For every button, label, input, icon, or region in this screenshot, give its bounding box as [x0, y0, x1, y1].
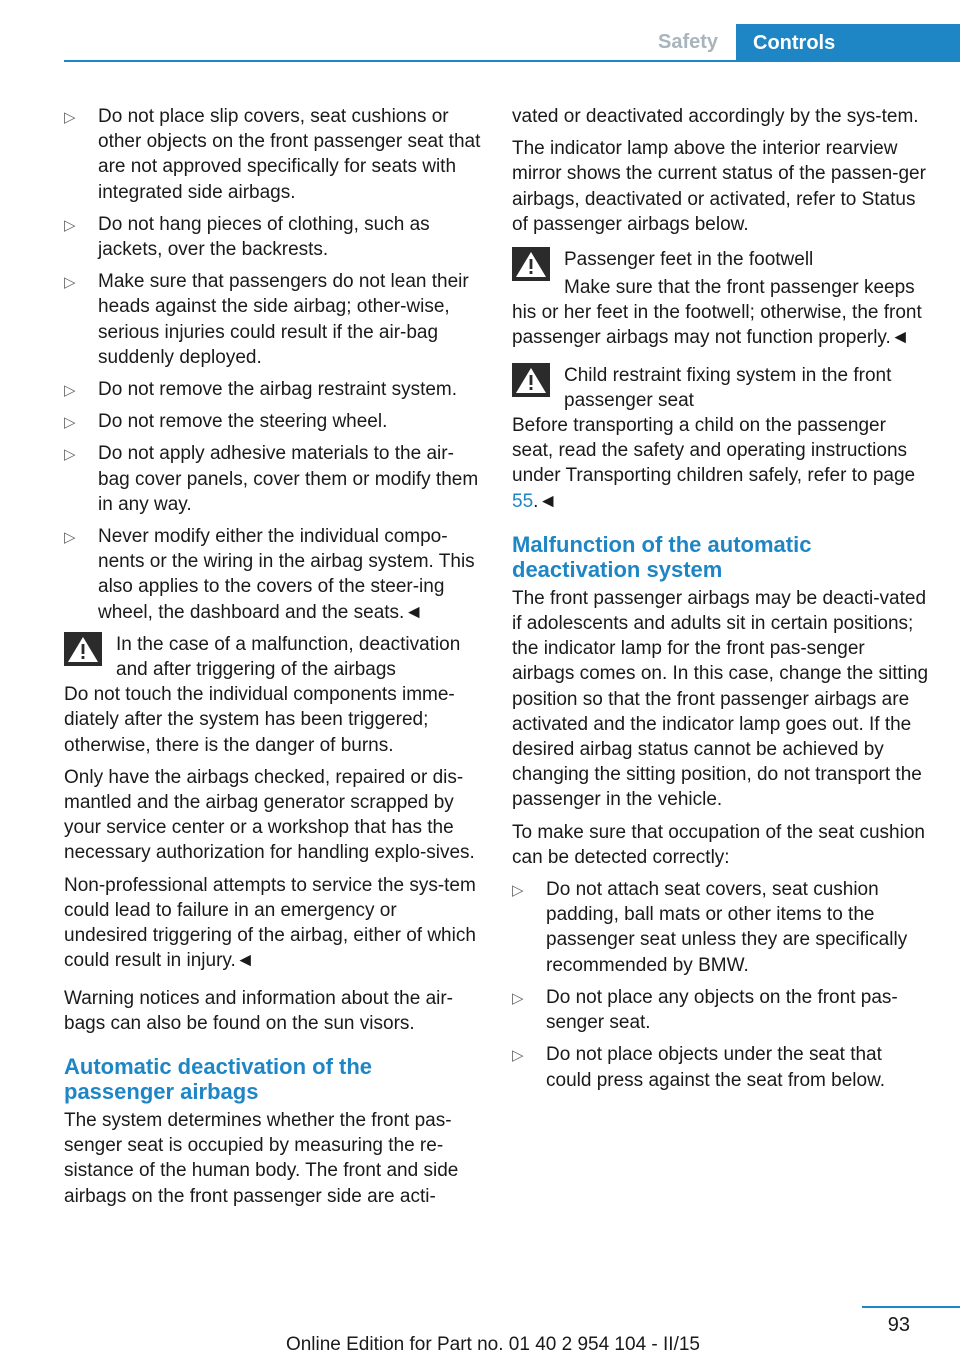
page-link[interactable]: 55 [512, 490, 534, 512]
list-item: ▷ Do not apply adhesive materials to the air-bag cover panels, cover them or modify them in any way. [64, 443, 479, 515]
list-item: ▷ Do not place objects under the seat that could press against the seat from below. [512, 1044, 886, 1091]
list-item: ▷ Do not place any objects on the front pas-senger seat. [512, 986, 898, 1034]
list-item: ▷ Never modify either the individual compo-nents or the wiring in the airbag system. This also applies to the covers of the steer-ing wheel, the dashboard and the seats.◄ [64, 526, 475, 623]
warning-title: Child restraint fixing system in the front passenger seat [564, 364, 892, 411]
header-chapter-tab: Controls [736, 24, 960, 62]
paragraph: Make sure that the front passenger keeps his or her feet in the footwell; otherwise, the front passenger airbags may not function properly.◄ [512, 277, 922, 349]
paragraph: The front passenger airbags may be deacti-vated if adolescents and adults sit in certain positions; the indicator lamp for the front pas-senger airbags comes on. In this case, change the sitting position so that the front passenger airbags are activated and the indicator lamp goes out. If the desired airbag status cannot be achieved by changing the sitting position, do not transport the passenger in the vehicle. [512, 587, 929, 811]
paragraph: The indicator lamp above the interior rearview mirror shows the current status of the passen-ger airbags, deactivated or activated, refer to Status of passenger airbags below. [512, 138, 926, 235]
bullet-triangle-icon: ▷ [512, 989, 524, 1007]
seat-occupancy-list [512, 877, 930, 1093]
bullet-triangle-icon: ▷ [512, 882, 524, 900]
left-column [64, 104, 482, 1216]
page-number: 93 [887, 1314, 910, 1336]
edition-note: Online Edition for Part no. 01 40 2 954 104 - II/15 [285, 1334, 700, 1355]
list-item: ▷ Make sure that passengers do not lean their heads against the side airbag; other-wise, serious injuries could result if the air-bag suddenly deployed. [64, 271, 469, 368]
paragraph: The system determines whether the front pas-senger seat is occupied by measuring the re-sistance of the human body. The front and side airbags on the front passenger side are acti- [64, 1109, 459, 1207]
bullet-triangle-icon: ▷ [512, 1047, 524, 1065]
paragraph: To make sure that occupation of the seat cushion can be detected correctly: [512, 821, 925, 868]
warning-child-restraint [512, 363, 930, 514]
warning-title: Passenger feet in the footwell [564, 249, 814, 271]
list-item: ▷ Do not remove the steering wheel. [64, 409, 482, 434]
bullet-triangle-icon: ▷ [64, 109, 76, 126]
warning-triangle-icon [512, 363, 550, 397]
right-column [512, 104, 930, 1100]
warning-footwell [512, 247, 930, 351]
section-heading: Malfunction of the automatic deactivation system [512, 531, 812, 582]
list-item: ▷ Do not hang pieces of clothing, such as jackets, over the backrests. [64, 213, 430, 261]
paragraph: Warning notices and information about the air-bags can also be found on the sun visors. [64, 987, 454, 1034]
section-heading: Automatic deactivation of the passenger airbags [64, 1053, 373, 1104]
warning-triangle-icon [512, 247, 550, 281]
paragraph: Before transporting a child on the passenger seat, read the safety and operating instructions under Transporting children safely, refer to page 55.◄ [512, 415, 916, 512]
bullet-triangle-icon: ▷ [64, 414, 76, 432]
bullet-triangle-icon: ▷ [64, 216, 76, 234]
header-section: Safety [657, 31, 719, 53]
paragraph: Only have the airbags checked, repaired or dis-mantled and the airbag generator scrapped by your service center or a workshop that has the necessary authorization for handling explo-sives. [64, 766, 475, 864]
paragraph: vated or deactivated accordingly by the sys-tem. [512, 106, 919, 127]
footer-rule [862, 1306, 960, 1308]
bullet-triangle-icon: ▷ [64, 274, 76, 292]
warning-title: In the case of a malfunction, deactivation and after triggering of the airbags [116, 633, 461, 681]
list-item: ▷ Do not attach seat covers, seat cushion padding, ball mats or other items to the passenger seat unless they are specifically recommended by BMW. [512, 879, 908, 976]
warning-malfunction [64, 632, 482, 974]
bullet-triangle-icon: ▷ [64, 529, 76, 547]
bullet-triangle-icon: ▷ [64, 382, 76, 400]
warning-triangle-icon [64, 632, 102, 666]
bullet-triangle-icon: ▷ [64, 446, 76, 464]
paragraph: Non-professional attempts to service the sys-tem could lead to failure in an emergency or undesired triggering of the airbag, either of which could result in injury.◄ [64, 874, 476, 972]
list-item: ▷ Do not place slip covers, seat cushions or other objects on the front passenger seat that are not approved specifically for seats with integrated side airbags. [64, 106, 481, 203]
airbag-precautions-list [64, 104, 482, 625]
paragraph: Do not touch the individual components imme-diately after the system has been triggered; otherwise, there is the danger of burns. [64, 684, 455, 756]
list-item: ▷ Do not remove the airbag restraint system. [64, 377, 482, 402]
